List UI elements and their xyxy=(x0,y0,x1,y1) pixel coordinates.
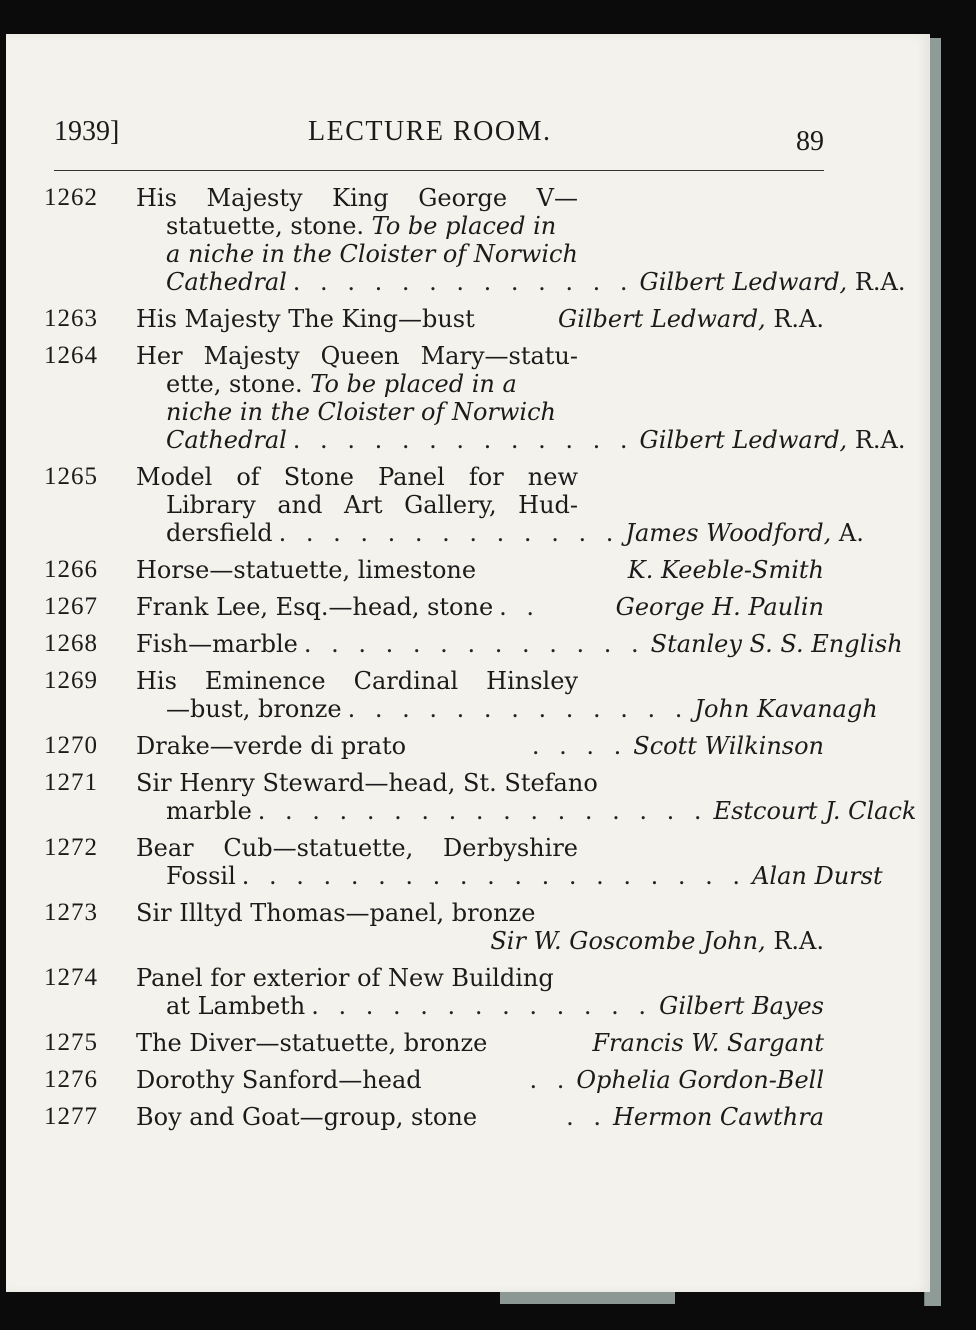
entry-final-line: The Diver—statuette, bronze Francis W. Sargant xyxy=(136,1029,824,1057)
artist-name: Gilbert Bayes xyxy=(659,992,824,1020)
entry-number: 1264 xyxy=(44,342,98,369)
header-rule xyxy=(54,170,824,171)
entry-1268 xyxy=(44,630,903,658)
entry-number: 1269 xyxy=(44,667,98,694)
artist-name: Sir W. Goscombe John, R.A. xyxy=(490,927,824,955)
entry-title-line: Sir Henry Steward—head, St. Stefano xyxy=(136,769,598,797)
entry-number: 1265 xyxy=(44,463,98,490)
page-number: 89 xyxy=(796,126,824,157)
entry-final-line: Horse—statuette, limestone K. Keeble-Smith xyxy=(136,556,824,584)
entry-1266 xyxy=(44,556,824,584)
entry-number: 1266 xyxy=(44,556,98,583)
header-title: LECTURE ROOM. xyxy=(308,116,552,147)
artist-name: K. Keeble-Smith xyxy=(627,556,824,584)
entry-1264 xyxy=(44,342,906,454)
entry-final-line: His Majesty The King—bust Gilbert Ledward, R.A. xyxy=(136,305,824,333)
entry-title-line: Panel for exterior of New Building xyxy=(136,964,554,992)
entry-final-line: marble . . . . . . . . . . . . . . . . . Estcourt J. Clack xyxy=(166,797,917,825)
artist-name: Gilbert Ledward, R.A. xyxy=(639,268,906,296)
entry-1274 xyxy=(44,964,824,1020)
entry-list xyxy=(44,184,917,1131)
artist-name: John Kavanagh xyxy=(694,695,878,723)
entry-1272 xyxy=(44,834,883,890)
entry-title-line: Her Majesty Queen Mary—statu- xyxy=(136,342,578,370)
entry-final-line: Cathedral . . . . . . . . . . . . . Gilbert Ledward, R.A. xyxy=(166,426,906,454)
catalogue-page xyxy=(6,34,930,1292)
entry-final-line: Cathedral . . . . . . . . . . . . . Gilbert Ledward, R.A. xyxy=(166,268,906,296)
entry-final-line: —bust, bronze . . . . . . . . . . . . . John Kavanagh xyxy=(166,695,878,723)
entry-final-line: Dorothy Sanford—head . . Ophelia Gordon-Bell xyxy=(136,1066,824,1094)
entry-description-line: statuette, stone. To be placed in xyxy=(166,212,557,240)
artist-name: Alan Durst xyxy=(752,862,883,890)
artist-name: George H. Paulin xyxy=(615,593,824,621)
entry-1273 xyxy=(44,899,824,955)
entry-1265 xyxy=(44,463,864,547)
entry-number: 1274 xyxy=(44,964,98,991)
entry-number: 1271 xyxy=(44,769,98,796)
entry-1262 xyxy=(44,184,906,296)
entry-1275 xyxy=(44,1029,824,1057)
entry-1277 xyxy=(44,1103,824,1131)
entry-number: 1276 xyxy=(44,1066,98,1093)
entry-1271 xyxy=(44,769,917,825)
artist-name: Estcourt J. Clack xyxy=(713,797,917,825)
entry-description-line: a niche in the Cloister of Norwich xyxy=(166,240,578,268)
entry-final-line: dersfield . . . . . . . . . . . . . James Woodford, A. xyxy=(166,519,864,547)
entry-final-line: Frank Lee, Esq.—head, stone . . George H. Paulin xyxy=(136,593,824,621)
running-header xyxy=(54,116,824,157)
entry-number: 1275 xyxy=(44,1029,98,1056)
artist-name: Hermon Cawthra xyxy=(613,1103,824,1131)
entry-number: 1273 xyxy=(44,899,98,926)
entry-title-line: Bear Cub—statuette, Derbyshire xyxy=(136,834,578,862)
artist-name: James Woodford, A. xyxy=(625,519,864,547)
entry-number: 1263 xyxy=(44,305,98,332)
entry-final-line: Drake—verde di prato . . . . Scott Wilkinson xyxy=(136,732,824,760)
entry-1270 xyxy=(44,732,824,760)
entry-title-line: His Eminence Cardinal Hinsley xyxy=(136,667,578,695)
entry-1269 xyxy=(44,667,878,723)
entry-final-line: at Lambeth . . . . . . . . . . . . . Gilbert Bayes xyxy=(166,992,824,1020)
entry-number: 1272 xyxy=(44,834,98,861)
artist-name: Francis W. Sargant xyxy=(592,1029,824,1057)
entry-number: 1270 xyxy=(44,732,98,759)
entry-1276 xyxy=(44,1066,824,1094)
entry-description-line: ette, stone. To be placed in a xyxy=(166,370,517,398)
artist-name: Scott Wilkinson xyxy=(633,732,824,760)
artist-name: Gilbert Ledward, R.A. xyxy=(558,305,824,333)
entry-final-line: Boy and Goat—group, stone . . Hermon Cawthra xyxy=(136,1103,824,1131)
entry-final-line: Fish—marble . . . . . . . . . . . . . Stanley S. S. English xyxy=(136,630,903,658)
entry-description-line: Library and Art Gallery, Hud- xyxy=(166,491,578,519)
entry-number: 1262 xyxy=(44,184,98,211)
entry-title-line: His Majesty King George V— xyxy=(136,184,578,212)
entry-number: 1277 xyxy=(44,1103,98,1130)
artist-name: Ophelia Gordon-Bell xyxy=(576,1066,824,1094)
entry-description-line: niche in the Cloister of Norwich xyxy=(166,398,556,426)
artist-name: Gilbert Ledward, R.A. xyxy=(639,426,906,454)
entry-title-line: Sir Illtyd Thomas—panel, bronze xyxy=(136,899,536,927)
entry-1263 xyxy=(44,305,824,333)
artist-name: Stanley S. S. English xyxy=(650,630,903,658)
entry-number: 1268 xyxy=(44,630,98,657)
entry-title-line: Model of Stone Panel for new xyxy=(136,463,578,491)
entry-final-line: Fossil . . . . . . . . . . . . . . . . . . . Alan Durst xyxy=(166,862,883,890)
header-year: 1939] xyxy=(54,116,120,147)
entry-1267 xyxy=(44,593,824,621)
entry-number: 1267 xyxy=(44,593,98,620)
